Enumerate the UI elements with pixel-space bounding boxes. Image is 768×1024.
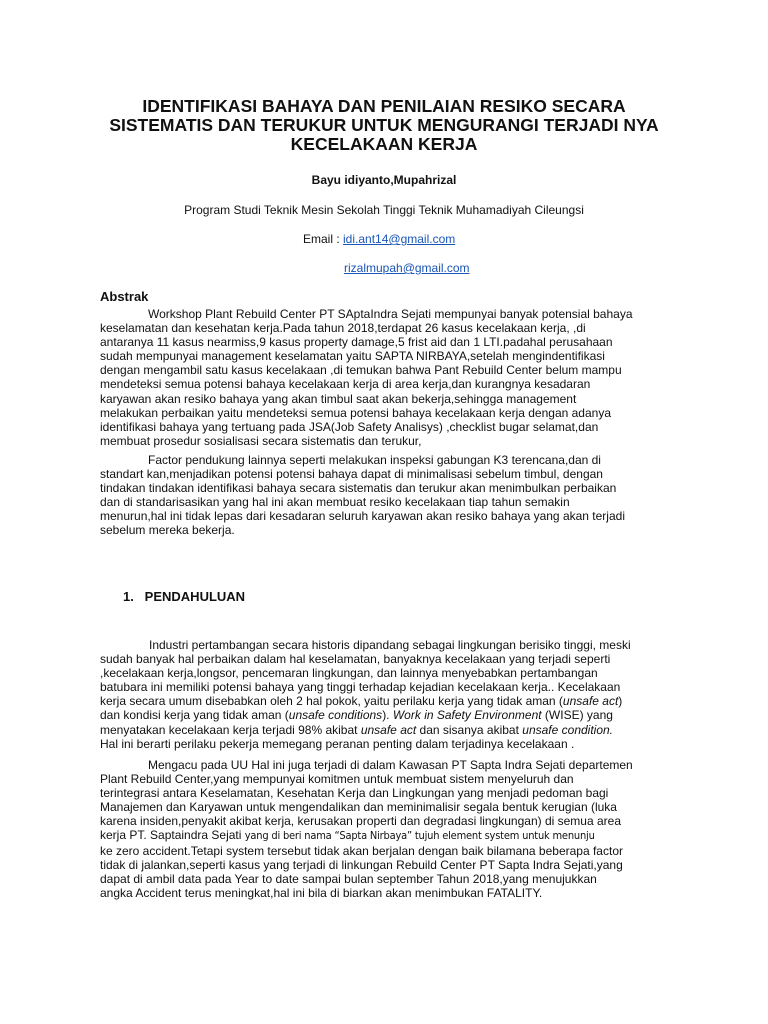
- text-run: ).: [382, 708, 393, 723]
- email-line-1: [303, 232, 455, 246]
- italic-run: unsafe conditions: [288, 708, 383, 723]
- text-line: Workshop Plant Rebuild Center PT SAptaIndra Sejati mempunyai banyak potensial bahaya: [148, 307, 633, 321]
- text-line: batubara ini memiliki potensi bahaya yang tinggi terhadap kejadian kecelakaan kerja.. Kecelakaan: [100, 680, 621, 695]
- italic-run: unsafe act: [562, 694, 619, 709]
- text-line: Plant Rebuild Center,yang mempunyai komitmen untuk membuat sistem menyeluruh dan: [100, 772, 574, 787]
- text-run: (WISE) yang: [541, 708, 613, 723]
- text-run: menyatakan kecelakaan kerja terjadi 98% akibat: [100, 722, 361, 737]
- text-line: dan di standarisasikan yang hal ini akan membuat resiko kecelakaan tiap tahun semakin: [100, 495, 570, 510]
- abstract-heading: Abstrak: [100, 289, 149, 304]
- text-line: melakukan perbaikan yaitu mendeteksi semua potensi bahaya kecelakaan kerja dengan adanya: [100, 405, 612, 420]
- text-line: ,kecelakaan kerja,longsor, pencemaran lingkungan, dan lainnya menyebabkan pertambangan: [100, 666, 598, 681]
- text-line: menurun,hal ini tidak lepas dari kesadaran seluruh karyawan akan resiko bahaya yang akan terjadi: [100, 509, 625, 524]
- affiliation: Program Studi Teknik Mesin Sekolah Tinggi Teknik Muhamadiyah Cileungsi: [184, 203, 584, 217]
- text-run: dan kondisi kerja yang tidak aman (: [100, 708, 289, 723]
- text-line: Industri pertambangan secara historis dipandang sebagai lingkungan berisiko tinggi, meski: [149, 638, 631, 652]
- section-heading-pendahuluan: 1. PENDAHULUAN: [123, 589, 246, 604]
- italic-run: unsafe condition.: [522, 722, 614, 737]
- italic-run: unsafe act: [360, 722, 417, 737]
- text-line: identifikasi bahaya yang tertuang pada JSA(Job Safety Analisys) ,checklist bugar selamat,dan: [100, 419, 599, 434]
- text-run: yang di beri nama “Sapta Nirbaya” tujuh element system untuk menunju: [244, 829, 595, 843]
- text-line: [100, 828, 672, 843]
- title-line-1: IDENTIFIKASI BAHAYA DAN PENILAIAN RESIKO SECARA: [142, 96, 626, 116]
- text-line: mendeteksi semua potensi bahaya kecelakaan kerja di area kerja,dan kurangnya kesadaran: [100, 377, 591, 392]
- text-line: ke zero accident.Tetapi system tersebut tidak akan berjalan dengan baik bilamana beberapa factor: [100, 843, 623, 858]
- text-line: antaranya 11 kasus nearmiss,9 kasus property damage,5 frist aid dan 1 LTI.padahal perusahaan: [100, 335, 613, 350]
- text-line: Mengacu pada UU Hal ini juga terjadi di dalam Kawasan PT Sapta Indra Sejati departemen: [148, 758, 633, 772]
- text-line: dapat di ambil data pada Year to date sampai bulan september Tahun 2018,yang menujukkan: [100, 871, 597, 886]
- text-run: dan sisanya akibat: [416, 722, 523, 737]
- abstract-paragraph-1: [100, 307, 672, 448]
- text-line: karyawan akan resiko bahaya yang akan timbul saat akan bekerja,sehingga management: [100, 391, 577, 406]
- text-line: sudah banyak hal perbaikan dalam hal keselamatan, banyaknya kecelakaan yang terjadi seperti: [100, 652, 611, 667]
- text-line: [100, 694, 672, 708]
- text-line: Manajemen dan Karyawan untuk mengendalikan dan meminimalisir segala bentuk kerugian (luka: [100, 800, 617, 815]
- paper-title: [90, 97, 678, 154]
- abstract-paragraph-2: [100, 453, 672, 538]
- text-run: ): [618, 694, 623, 709]
- text-line: [100, 708, 672, 722]
- text-line: tindakan tindakan identifikasi bahaya secara sistematis dan terukur akan menimbulkan perbaikan: [100, 481, 617, 496]
- text-line: sebelum mereka bekerja.: [100, 523, 235, 538]
- text-line: Factor pendukung lainnya seperti melakukan inspeksi gabungan K3 terencana,dan di: [148, 453, 601, 467]
- italic-run: Work in Safety Environment: [392, 708, 542, 723]
- intro-paragraph-1: [100, 638, 672, 751]
- text-line: membuat prosedur sosialisasi secara sistematis dan terukur,: [100, 433, 422, 448]
- title-line-3: KECELAKAAN KERJA: [290, 134, 478, 154]
- title-line-2: SISTEMATIS DAN TERUKUR UNTUK MENGURANGI TERJADI NYA: [109, 115, 659, 135]
- text-line: karena insiden,penyakit akibat kerja, kerusakan properti dan degradasi lingkungan) di semua area: [100, 814, 621, 829]
- text-line: keselamatan dan kesehatan kerja.Pada tahun 2018,terdapat 26 kasus kecelakaan kerja, ,di: [100, 321, 586, 336]
- intro-paragraph-2: [100, 758, 672, 900]
- text-line: tidak di jalankan,seperti kasus yang terjadi di linkungan Rebuild Center PT Sapta Indra Sejati,yang: [100, 857, 623, 872]
- email-link-1[interactable]: idi.ant14@gmail.com: [343, 232, 456, 246]
- text-line: terintegrasi antara Keselamatan, Kesehatan Kerja dan Lingkungan yang menjadi pedoman bagi: [100, 786, 609, 801]
- email-line-2: [344, 261, 470, 275]
- text-line: angka Accident terus meningkat,hal ini bila di biarkan akan menimbukan FATALITY.: [100, 885, 543, 900]
- text-line: Hal ini berarti perilaku pekerja memegang peranan penting dalam terjadinya kecelakaan .: [100, 736, 575, 751]
- text-run: kerja PT. Saptaindra Sejati: [100, 828, 245, 843]
- text-line: dengan mengambil satu kasus kecelakaan ,di temukan bahwa Pant Rebuild Center belum mampu: [100, 363, 622, 378]
- email-label: Email :: [303, 232, 344, 246]
- text-line: sudah mempunyai management keselamatan yaitu SAPTA NIRBAYA,setelah mengindentifikasi: [100, 349, 605, 364]
- text-line: standart kan,menjadikan potensi potensi bahaya dapat di minimalisasi sebelum timbul, dengan: [100, 467, 603, 482]
- text-line: [100, 723, 672, 737]
- text-run: kerja secara umum disebabkan oleh 2 hal pokok, yaitu perilaku kerja yang tidak aman (: [100, 694, 563, 709]
- authors: Bayu idiyanto,Mupahrizal: [311, 173, 457, 187]
- email-link-2[interactable]: rizalmupah@gmail.com: [344, 261, 470, 275]
